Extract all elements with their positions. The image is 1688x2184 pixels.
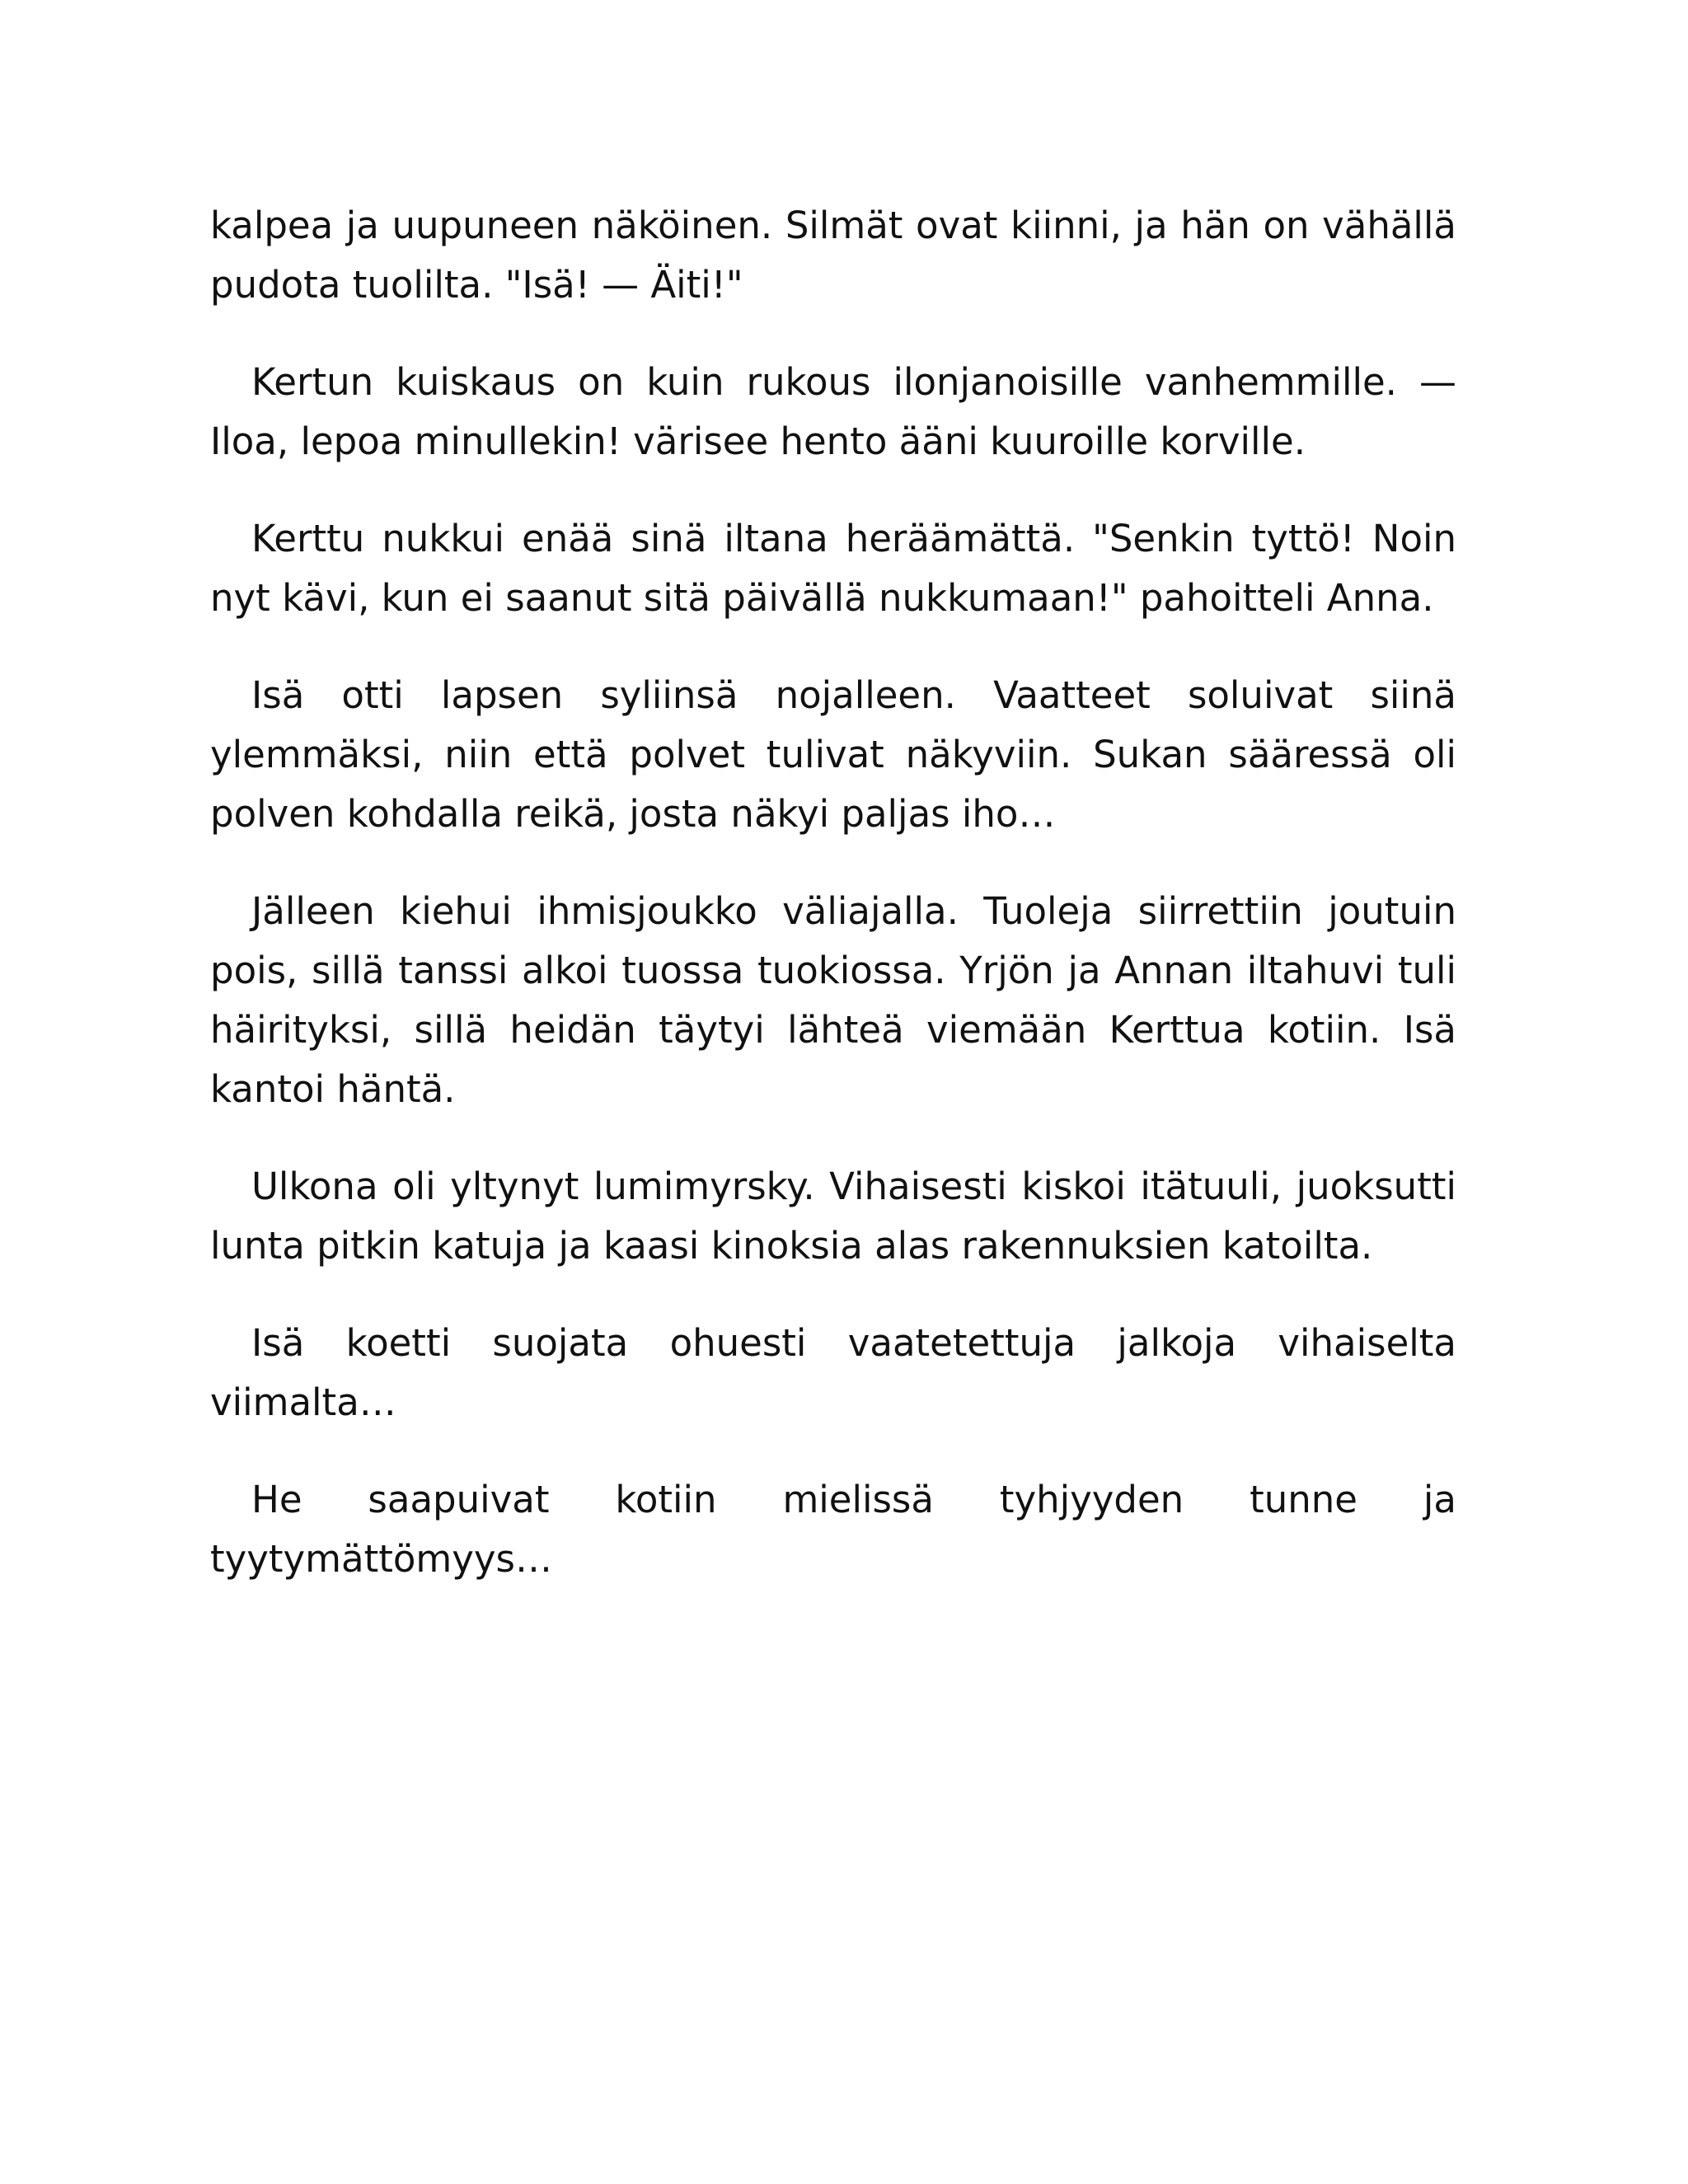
paragraph: Ulkona oli yltynyt lumimyrsky. Vihaisesti kiskoi itätuuli, juoksutti lunta pitkin katuja ja kaasi kinoksia alas rakennuksien katoilta. <box>210 1165 1456 1268</box>
body-text <box>210 196 1456 1627</box>
paragraph: Isä otti lapsen syliinsä nojalleen. Vaatteet soluivat siinä ylemmäksi, niin että polvet tulivat näkyviin. Sukan sääressä oli polven kohdalla reikä, josta näkyi paljas iho… <box>210 673 1456 836</box>
paragraph: Kertun kuiskaus on kuin rukous ilonjanoisille vanhemmille. — Iloa, lepoa minullekin! värisee hento ääni kuuroille korville. <box>210 360 1456 463</box>
paragraph: Isä koetti suojata ohuesti vaatetettuja jalkoja vihaiselta viimalta… <box>210 1321 1456 1424</box>
paragraph: Jälleen kiehui ihmisjoukko väliajalla. Tuoleja siirrettiin joutuin pois, sillä tanssi alkoi tuossa tuokiossa. Yrjön ja Annan iltahuvi tuli häirityksi, sillä heidän täytyi lähteä viemään Kerttua kotiin. Isä kantoi häntä. <box>210 889 1456 1111</box>
paragraph: Kerttu nukkui enää sinä iltana heräämättä. "Senkin tyttö! Noin nyt kävi, kun ei saanut sitä päivällä nukkumaan!" pahoitteli Anna. <box>210 517 1456 620</box>
paragraph: He saapuivat kotiin mielissä tyhjyyden tunne ja tyytymättömyys… <box>210 1478 1456 1581</box>
paragraph: kalpea ja uupuneen näköinen. Silmät ovat kiinni, ja hän on vähällä pudota tuolilta. "Isä! — Äiti!" <box>210 204 1456 307</box>
